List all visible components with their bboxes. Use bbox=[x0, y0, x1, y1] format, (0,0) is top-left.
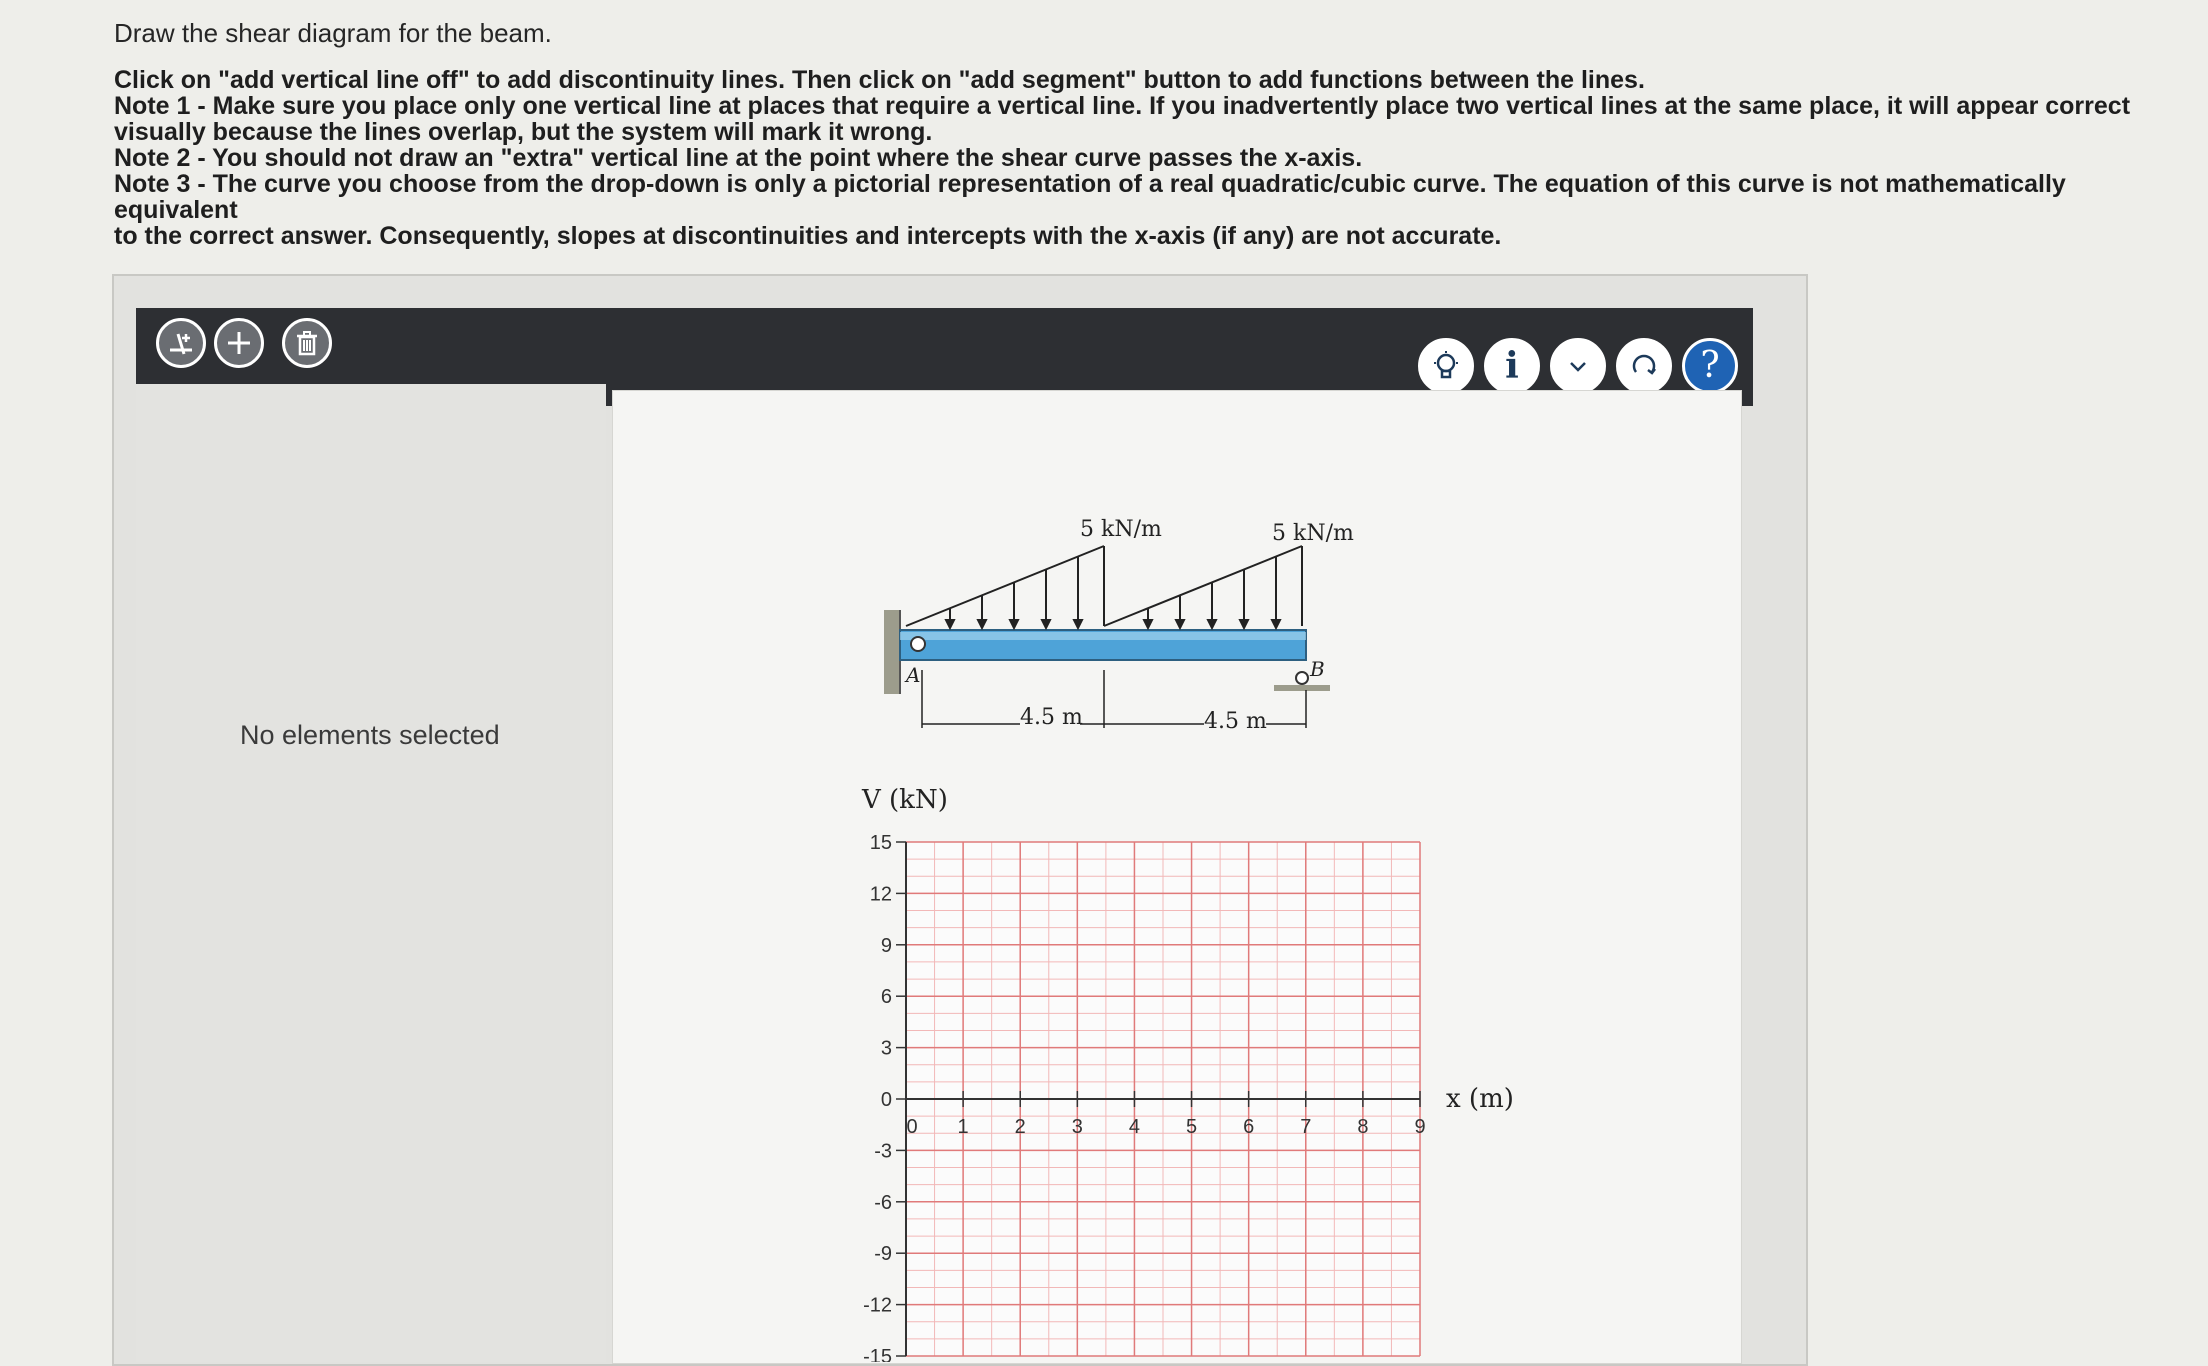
y-axis-label: V (kN) bbox=[862, 785, 948, 815]
support-label-b: B bbox=[1310, 657, 1325, 681]
x-tick-label: 7 bbox=[1300, 1116, 1312, 1138]
x-tick-label: 0 bbox=[906, 1116, 918, 1138]
reset-icon bbox=[1628, 350, 1660, 382]
instruction-line: visually because the lines overlap, but the system will mark it wrong. bbox=[114, 118, 933, 146]
x-tick-label: 9 bbox=[1414, 1116, 1426, 1138]
y-tick-label: 6 bbox=[880, 986, 892, 1009]
add-segment-button[interactable] bbox=[214, 318, 264, 368]
help-button[interactable] bbox=[1682, 338, 1738, 394]
support-label-a: A bbox=[906, 663, 921, 687]
y-tick-label: 0 bbox=[880, 1089, 892, 1111]
reset-button[interactable] bbox=[1616, 338, 1672, 394]
span-label-left: 4.5 m bbox=[1020, 705, 1083, 730]
instruction-line: Note 1 - Make sure you place only one vertical line at places that require a vertical line. If you inadvertently place two vertical lines at the same place, it will appear correct bbox=[114, 92, 2131, 120]
y-tick-label: 9 bbox=[880, 934, 892, 957]
hinge-a bbox=[911, 637, 925, 651]
roller-b bbox=[1296, 672, 1308, 684]
instructions bbox=[114, 18, 2194, 249]
x-tick-label: 6 bbox=[1243, 1116, 1255, 1138]
add-vertical-line-button[interactable] bbox=[156, 318, 206, 368]
info-icon: i bbox=[1505, 345, 1519, 387]
x-tick-label: 2 bbox=[1014, 1116, 1026, 1138]
lightbulb-icon bbox=[1431, 350, 1461, 382]
instruction-line: Note 2 - You should not draw an "extra" vertical line at the point where the shear curve passes the x-axis. bbox=[114, 144, 1363, 172]
x-axis-label: x (m) bbox=[1446, 1084, 1514, 1114]
trash-icon bbox=[292, 328, 322, 358]
y-tick-label: -6 bbox=[874, 1191, 892, 1214]
y-tick-label: -15 bbox=[863, 1346, 892, 1362]
x-tick-label: 1 bbox=[957, 1116, 969, 1138]
fixed-support-wall bbox=[884, 610, 900, 694]
dropdown-button[interactable] bbox=[1550, 338, 1606, 394]
instruction-line: Click on "add vertical line off" to add discontinuity lines. Then click on "add segment" button to add functions between the lines. bbox=[114, 66, 1645, 94]
y-tick-label: -3 bbox=[874, 1140, 892, 1163]
y-tick-label: -12 bbox=[863, 1294, 892, 1317]
vertical-line-plus-icon bbox=[166, 328, 196, 358]
delete-button[interactable] bbox=[282, 318, 332, 368]
info-button[interactable] bbox=[1484, 338, 1540, 394]
load-label-right: 5 kN/m bbox=[1272, 521, 1354, 546]
properties-panel bbox=[136, 384, 606, 1362]
span-label-right: 4.5 m bbox=[1204, 709, 1267, 734]
chevron-down-icon bbox=[1565, 353, 1591, 379]
y-tick-label: 15 bbox=[869, 832, 892, 854]
question-icon: ? bbox=[1700, 345, 1720, 386]
load-arrows bbox=[946, 556, 1280, 628]
instruction-line: to the correct answer. Consequently, slopes at discontinuities and intercepts with the x-axis (if any) are not accurate. bbox=[114, 222, 1502, 250]
distributed-load-left bbox=[906, 546, 1104, 626]
y-tick-label: 3 bbox=[880, 1037, 892, 1060]
shear-diagram-chart[interactable] bbox=[840, 770, 1560, 1362]
hint-button[interactable] bbox=[1418, 338, 1474, 394]
load-label-left: 5 kN/m bbox=[1080, 517, 1162, 542]
distributed-load-right bbox=[1104, 546, 1302, 626]
x-tick-label: 4 bbox=[1128, 1116, 1141, 1138]
x-tick-label: 8 bbox=[1357, 1116, 1369, 1138]
beam-figure bbox=[870, 510, 1490, 750]
x-tick-label: 3 bbox=[1071, 1116, 1083, 1138]
x-tick-label: 5 bbox=[1185, 1116, 1198, 1138]
instruction-line: Note 3 - The curve you choose from the drop-down is only a pictorial representation of a real quadratic/cubic curve. The equation of this curve is not mathematically equivalent bbox=[114, 170, 2066, 224]
plus-icon bbox=[224, 328, 254, 358]
y-tick-label: -9 bbox=[874, 1243, 892, 1266]
selection-status: No elements selected bbox=[240, 720, 500, 750]
y-tick-label: 12 bbox=[869, 883, 892, 906]
instruction-intro: Draw the shear diagram for the beam. bbox=[114, 18, 552, 48]
